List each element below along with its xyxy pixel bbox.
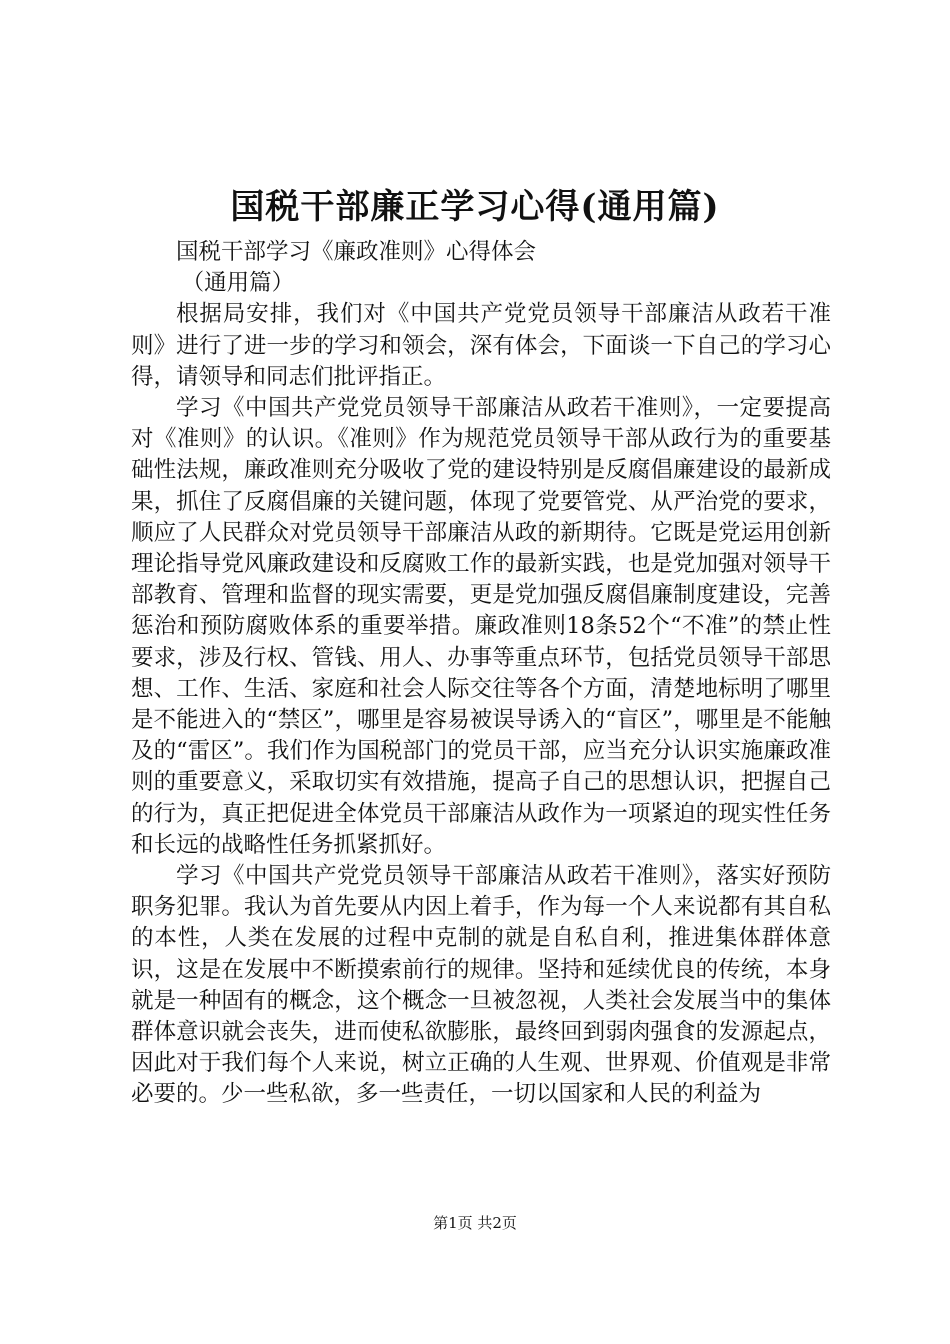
paragraph-prevention: 学习《中国共产党党员领导干部廉洁从政若干准则》，落实好预防职务犯罪。我认为首先要从内因上着手，作为每一个人来说都有其自私的本性，人类在发展的过程中克制的就是自私自利，推进集体群体意识，这是在发展中不断摸索前行的规律。坚持和延续优良的传统，本身就是一种固有的概念，这个概念一旦被忽视，人类社会发展当中的集体群体意识就会丧失，进而使私欲膨胀，最终回到弱肉强食的发源起点，因此对于我们每个人来说，树立正确的人生观、世界观、价值观是非常必要的。少一些私欲，多一些责任，一切以国家和人民的利益为 xyxy=(131,863,831,1108)
subtitle: 国税干部学习《廉政准则》心得体会 xyxy=(176,239,537,265)
subtitle-note: （通用篇） xyxy=(181,270,295,297)
page-footer: 第1页 共2页 xyxy=(433,1214,517,1232)
document-title: 国税干部廉正学习心得(通用篇) xyxy=(230,187,720,227)
document-body xyxy=(131,237,831,1111)
paragraph-understanding: 学习《中国共产党党员领导干部廉洁从政若干准则》，一定要提高对《准则》的认识。《准则》作为规范党员领导干部从政行为的重要基础性法规，廉政准则充分吸收了党的建设特别是反腐倡廉建设的最新成果，抓住了反腐倡廉的关键问题，体现了党要管党、从严治党的要求，顺应了人民群众对党员领导干部廉洁从政的新期待。它既是党运用创新理论指导党风廉政建设和反腐败工作的最新实践，也是党加强对领导干部教育、管理和监督的现实需要，更是党加强反腐倡廉制度建设，完善惩治和预防腐败体系的重要举措。廉政准则18条52个“不准”的禁止性要求，涉及行权、管钱、用人、办事等重点环节，包括党员领导干部思想、工作、生活、家庭和社会人际交往等各个方面，清楚地标明了哪里是不能进入的“禁区”，哪里是容易被误导诱入的“盲区”，哪里是不能触及的“雷区”。我们作为国税部门的党员干部，应当充分认识实施廉政准则的重要意义，采取切实有效措施，提高子自己的思想认识，把握自己的行为，真正把促进全体党员干部廉洁从政作为一项紧迫的现实性任务和长远的战略性任务抓紧抓好。 xyxy=(131,395,831,858)
paragraph-intro: 根据局安排，我们对《中国共产党党员领导干部廉洁从政若干准则》进行了进一步的学习和领会，深有体会，下面谈一下自己的学习心得，请领导和同志们批评指正。 xyxy=(131,301,831,390)
